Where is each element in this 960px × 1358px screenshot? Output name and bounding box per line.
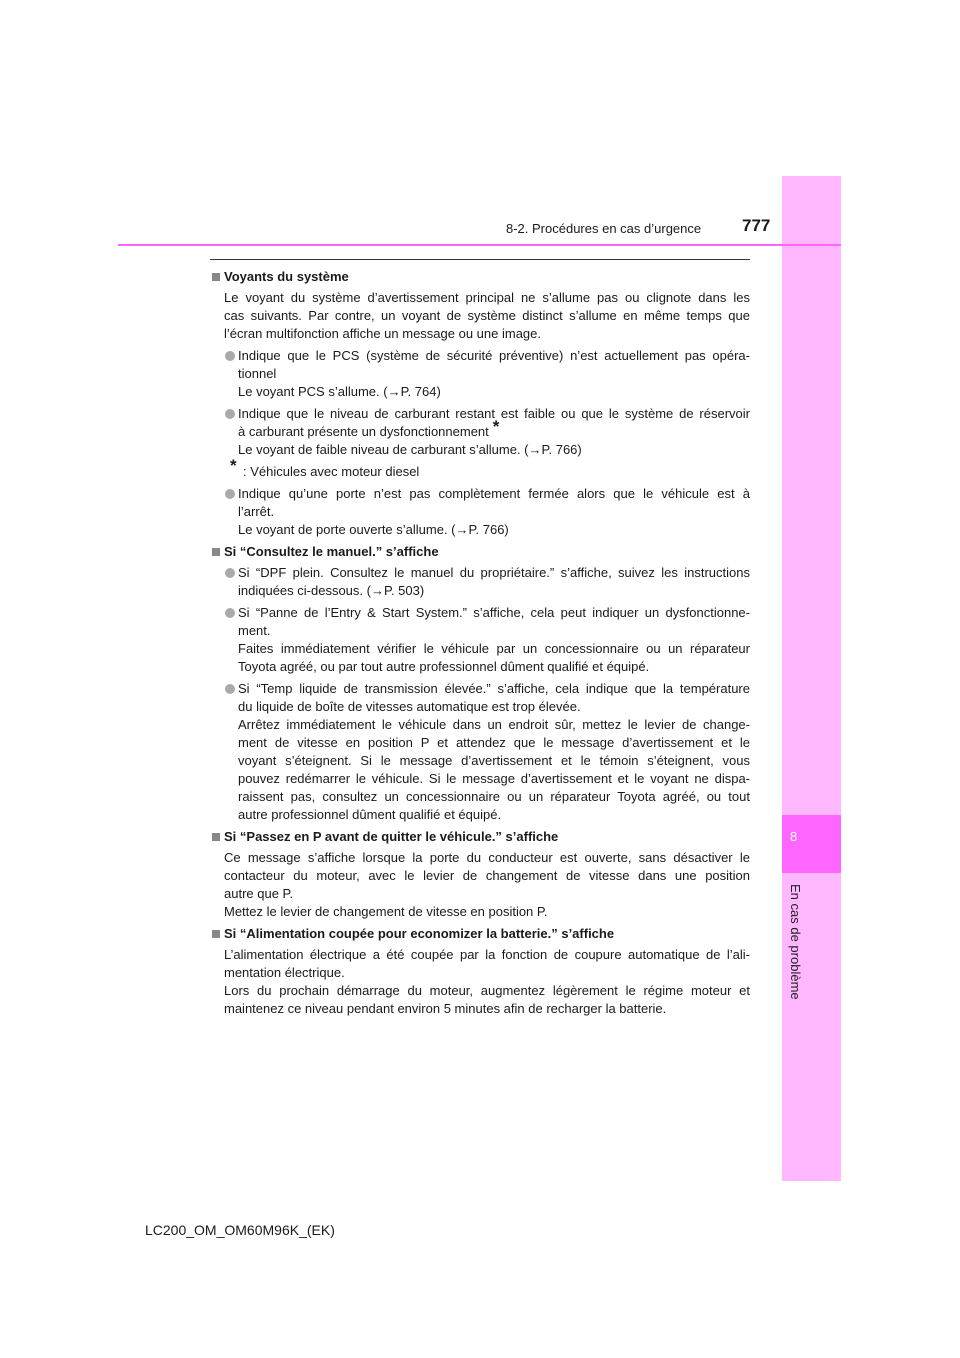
square-bullet-icon	[212, 548, 220, 556]
text-line: raissent pas, consultez un concessionnaire ou un réparateur Toyota agréé, ou tout	[238, 789, 750, 804]
text-line: Si “Passez en P avant de quitter le véhicule.” s’affiche	[224, 829, 559, 844]
bullet-item	[210, 485, 750, 539]
text-line: autre professionnel dûment qualifié et équipé.	[238, 807, 502, 822]
content-rule	[210, 259, 750, 260]
text-line: cas suivants. Par contre, un voyant de système distinct s’allume en même temps que	[224, 308, 750, 323]
text-line: Le voyant du système d’avertissement principal ne s’allume pas ou clignote dans les	[224, 290, 750, 305]
text-line: ment.	[238, 623, 271, 638]
page-number: 777	[742, 216, 771, 235]
text-line: : Véhicules avec moteur diesel	[243, 464, 420, 479]
footnote	[210, 456, 750, 481]
chapter-tab-strip	[782, 176, 841, 1181]
text-line: indiquées ci-dessous. (→P. 503)	[238, 583, 425, 598]
section-heading	[210, 925, 750, 943]
chapter-title: En cas de problème	[788, 884, 803, 1000]
section-heading	[210, 828, 750, 846]
text-line: contacteur du moteur, avec le levier de changement de vitesse dans une position	[224, 868, 750, 883]
header-rule	[118, 244, 841, 246]
chapter-number: 8	[790, 829, 798, 844]
circle-bullet-icon	[225, 684, 235, 694]
bullet-item	[210, 680, 750, 824]
text-line: Toyota agréé, ou par tout autre professionnel dûment qualifié et équipé.	[238, 659, 650, 674]
text-line: Si “Temp liquide de transmission élevée.” s’affiche, cela indique que la température	[238, 681, 750, 696]
bullet-item	[210, 564, 750, 600]
text-line: Faites immédiatement vérifier le véhicule par un concessionnaire ou un réparateur	[238, 641, 750, 656]
paragraph	[210, 849, 750, 921]
square-bullet-icon	[212, 273, 220, 281]
text-line: à carburant présente un dysfonctionnement *	[238, 417, 500, 439]
text-line: Le voyant de faible niveau de carburant s’allume. (→P. 766)	[238, 442, 582, 457]
section-heading	[210, 268, 750, 286]
circle-bullet-icon	[225, 568, 235, 578]
text-line: Indique que le PCS (système de sécurité préventive) n’est actuellement pas opéra-	[238, 348, 750, 363]
page-content	[210, 268, 750, 1022]
circle-bullet-icon	[225, 351, 235, 361]
text-line: Ce message s’affiche lorsque la porte du conducteur est ouverte, sans désactiver le	[224, 850, 750, 865]
asterisk-icon: *	[492, 417, 500, 436]
section-title: 8-2. Procédures en cas d’urgence	[506, 221, 702, 236]
bullet-item	[210, 347, 750, 401]
footer-code: LC200_OM_OM60M96K_(EK)	[145, 1222, 335, 1238]
text-line: L’alimentation électrique a été coupée par la fonction de coupure automatique de l’ali-	[224, 947, 750, 962]
asterisk-icon: *	[230, 456, 237, 475]
bullet-item	[210, 405, 750, 459]
text-line: autre que P.	[224, 886, 294, 901]
text-line: Indique qu’une porte n’est pas complètement fermée alors que le véhicule est à	[238, 486, 750, 501]
text-line: Indique que le niveau de carburant restant est faible ou que le système de réservoir	[238, 406, 750, 421]
text-line: voyant s’éteignent. Si le message d’avertissement et le témoin s’éteignent, vous	[238, 753, 750, 768]
circle-bullet-icon	[225, 489, 235, 499]
text-line: pouvez redémarrer le véhicule. Si le message d’avertissement et le voyant ne dispa-	[238, 771, 750, 786]
text-line: Lors du prochain démarrage du moteur, augmentez légèrement le régime moteur et	[224, 983, 750, 998]
text-line: Si “Consultez le manuel.” s’affiche	[224, 544, 439, 559]
text-line: Si “Alimentation coupée pour economizer la batterie.” s’affiche	[224, 926, 615, 941]
circle-bullet-icon	[225, 409, 235, 419]
square-bullet-icon	[212, 930, 220, 938]
text-line: Si “Panne de l’Entry & Start System.” s’affiche, cela peut indiquer un dysfonctionne-	[238, 605, 750, 620]
text-line: Mettez le levier de changement de vitesse en position P.	[224, 904, 548, 919]
text-line: Voyants du système	[224, 269, 349, 284]
section-heading	[210, 543, 750, 561]
text-line: Si “DPF plein. Consultez le manuel du propriétaire.” s’affiche, suivez les instructions	[238, 565, 750, 580]
circle-bullet-icon	[225, 608, 235, 618]
text-line: Le voyant PCS s’allume. (→P. 764)	[238, 384, 441, 399]
text-line: ment de vitesse en position P et attendez que le message d’avertissement et le	[238, 735, 750, 750]
text-line: maintenez ce niveau pendant environ 5 minutes afin de recharger la batterie.	[224, 1001, 667, 1016]
text-line: tionnel	[238, 366, 277, 381]
text-line: Le voyant de porte ouverte s’allume. (→P. 766)	[238, 522, 509, 537]
square-bullet-icon	[212, 833, 220, 841]
paragraph	[210, 946, 750, 1018]
text-line: Arrêtez immédiatement le véhicule dans un endroit sûr, mettez le levier de change-	[238, 717, 750, 732]
text-line: du liquide de boîte de vitesses automatique est trop élevée.	[238, 699, 581, 714]
paragraph	[210, 289, 750, 343]
bullet-item	[210, 604, 750, 676]
chapter-number-box[interactable]	[782, 815, 841, 873]
text-line: l’écran multifonction affiche un message ou une image.	[224, 326, 542, 341]
text-line: l’arrêt.	[238, 504, 275, 519]
text-line: mentation électrique.	[224, 965, 345, 980]
